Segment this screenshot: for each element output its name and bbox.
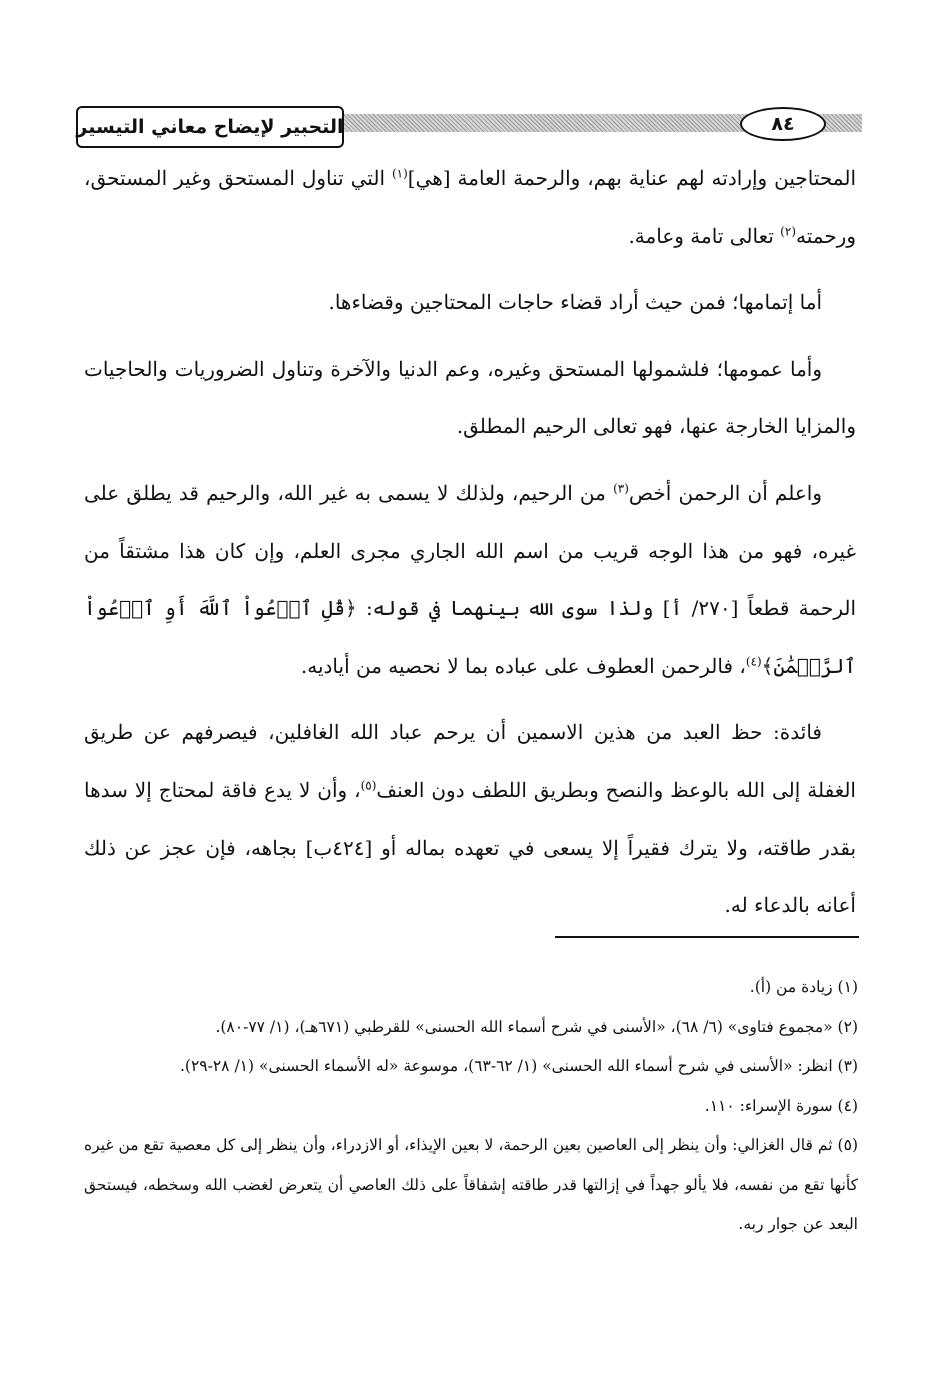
footnote-separator	[555, 936, 859, 938]
footnote-ref-5: (٥)	[360, 778, 377, 793]
footnote-5: (٥) ثم قال الغزالي: وأن ينظر إلى العاصين بعين الرحمة، لا بعين الإيذاء، أو الازدراء، وأن ينظر إلى كل معصية تقع من غيره كأنها تقع من نفسه، فلا يألو جهداً في إزالتها قدر طاقته إشفاقاً على ذلك العاصي أن يتعرض لغضب الله وسخطه، فيستحق البعد عن جوار ربه.	[84, 1136, 858, 1233]
footnote-2: (٢) «مجموع فتاوى» (٦/ ٦٨)، «الأسنى في شرح أسماء الله الحسنى» للقرطبي (٦٧١هـ)، (١/ ٧٧-٨٠).	[215, 1017, 858, 1036]
paragraph-1-part-a: المحتاجين وإرادته لهم عناية بهم، والرحمة العامة [هي]	[407, 166, 857, 190]
footnote-ref-4: (٤)	[745, 654, 762, 669]
paragraph-4-part-a: واعلم أن الرحمن أخص	[628, 480, 823, 505]
paragraph-1-part-b: التي تناول المستحق وغير المستحق، ورحمته	[84, 166, 856, 248]
footnote-4: (٤) سورة الإسراء: ١١٠.	[704, 1096, 858, 1115]
paragraph-4-part-b: من الرحيم، ولذلك لا يسمى به غير الله، والرحيم قد يطلق على غيره، فهو من هذا الوجه قريب من اسم الله الجاري مجرى العلم، وإن كان هذا مشتقاً من الرحمة قطعاً [٢٧٠/ أ] ولذا سوى الله بينهما في قوله: ﴿قُلِ ٱدۡعُواْ ٱللَّهَ أَوِ ٱدۡعُواْ ٱلرَّحۡمَٰنَ﴾	[84, 480, 857, 678]
footnote-ref-1: (١)	[391, 166, 408, 181]
footnote-ref-3: (٣)	[613, 481, 629, 496]
footnotes	[84, 968, 858, 1245]
running-header	[76, 106, 862, 148]
page-number-frame	[740, 107, 826, 141]
book-title: التحبير لإيضاح معاني التيسير	[76, 116, 344, 138]
footnote-3: (٣) انظر: «الأسنى في شرح أسماء الله الحسنى» (١/ ٦٢-٦٣)، موسوعة «له الأسماء الحسنى» (١/ ٢٨-٢٩).	[179, 1057, 858, 1075]
page-number: ٨٤	[771, 113, 795, 135]
paragraph-1-part-c: تعالى تامة وعامة.	[628, 223, 781, 248]
main-text	[84, 150, 856, 935]
paragraph-5	[84, 704, 856, 934]
paragraph-4	[84, 465, 856, 695]
header-title-frame	[76, 106, 344, 148]
paragraph-4-part-c: ، فالرحمن العطوف على عباده بما لا نحصيه من أياديه.	[300, 653, 746, 678]
footnote-ref-2: (٢)	[780, 223, 796, 238]
paragraph-2: أما إتمامها؛ فمن حيث أراد قضاء حاجات المحتاجين وقضاءها.	[328, 290, 822, 315]
paragraph-1	[84, 150, 856, 265]
footnote-1: (١) زيادة من (أ).	[749, 978, 858, 996]
paragraph-3: وأما عمومها؛ فلشمولها المستحق وغيره، وعم الدنيا والآخرة وتناول الضروريات والحاجيات والمزايا الخارجة عنها، فهو تعالى الرحيم المطلق.	[84, 356, 856, 439]
paragraph-5-part-a: فائدة: حظ العبد من هذين الاسمين أن يرحم عباد الله الغافلين، فيصرفهم عن طريق الغفلة إلى الله بالوعظ والنصح وبطريق اللطف دون العنف	[84, 720, 856, 802]
paragraph-5-part-b: ، وأن لا يدع فاقة لمحتاج إلا سدها بقدر طاقته، ولا يترك فقيراً إلا يسعى في تعهده بماله أو [٤٢٤ب] بجاهه، فإن عجز عن ذلك أعانه بالدعاء له.	[84, 777, 857, 918]
